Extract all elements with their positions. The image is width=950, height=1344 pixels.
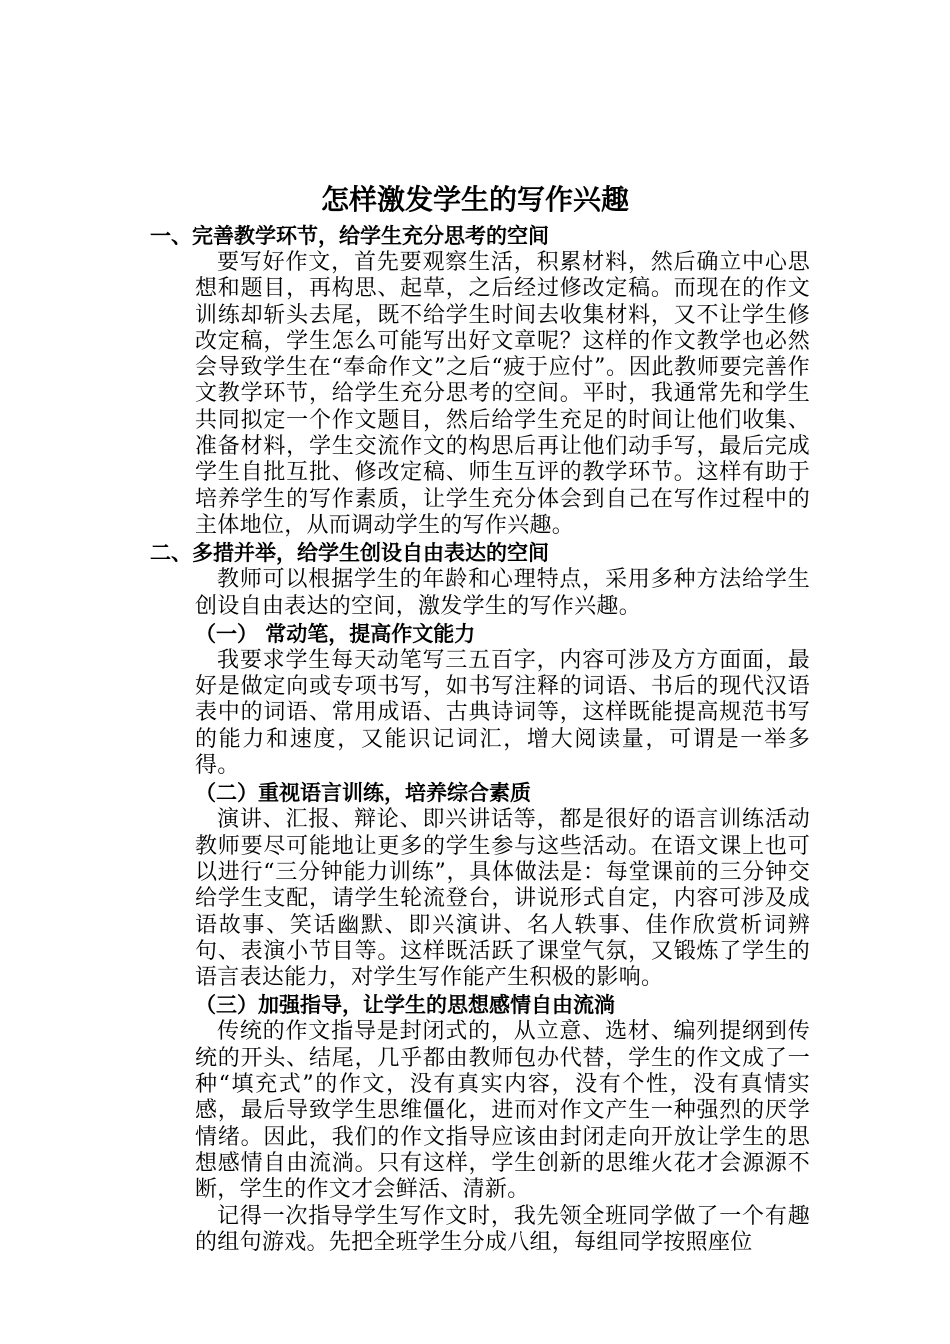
subsection-heading-3: （三）加强指导，让学生的思想感情自由流淌 bbox=[195, 992, 615, 1018]
paragraph: 传统的作文指导是封闭式的，从立意、选材、编列提纲到传统的开头、结尾，几乎都由教师包办代替，学生的作文成了一种“填充式”的作文，没有真实内容，没有个性，没有真情实感，最后导致学生思维僵化，进而对作文产生一种强烈的厌学情绪。因此，我们的作文指导应该由封闭走向开放让学生的思想感情自由流淌。只有这样，学生创新的思维火花才会源源不断，学生的作文才会鲜活、清新。 bbox=[195, 1019, 810, 1203]
paragraph: 演讲、汇报、辩论、即兴讲话等，都是很好的语言训练活动教师要尽可能地让更多的学生参与这些活动。在语文课上也可以进行“三分钟能力训练”，具体做法是：每堂课前的三分钟交给学生支配，请学生轮流登台，讲说形式自定，内容可涉及成语故事、笑话幽默、即兴演讲、名人轶事、佳作欣赏析词辨句、表演小节目等。这样既活跃了课堂气氛，又锻炼了学生的语言表达能力，对学生写作能产生积极的影响。 bbox=[195, 807, 810, 991]
subsection-heading-2: （二）重视语言训练，培养综合素质 bbox=[195, 780, 531, 806]
paragraph: 记得一次指导学生写作文时，我先领全班同学做了一个有趣的组句游戏。先把全班学生分成八组，每组同学按照座位 bbox=[195, 1203, 810, 1255]
document-title: 怎样激发学生的写作兴趣 bbox=[320, 183, 629, 216]
section-heading-1: 一、完善教学环节，给学生充分思考的空间 bbox=[150, 223, 549, 248]
document-body bbox=[150, 222, 810, 1256]
paragraph: 教师可以根据学生的年龄和心理特点，采用多种方法给学生创设自由表达的空间，激发学生的写作兴趣。 bbox=[195, 567, 810, 619]
subsection-heading-1: （一） 常动笔，提高作文能力 bbox=[195, 620, 476, 646]
section-heading-2: 二、多措并举，给学生创设自由表达的空间 bbox=[150, 540, 549, 566]
paragraph: 我要求学生每天动笔写三五百字，内容可涉及方方面面，最好是做定向或专项书写，如书写注释的词语、书后的现代汉语表中的词语、常用成语、古典诗词等，这样既能提高规范书写的能力和速度，又能识记词汇，增大阅读量，可谓是一举多得。 bbox=[195, 647, 810, 779]
paragraph: 要写好作文，首先要观察生活，积累材料，然后确立中心思想和题目，再构思、起草，之后经过修改定稿。而现在的作文训练却斩头去尾，既不给学生时间去收集材料，又不让学生修改定稿，学生怎么可能写出好文章呢？这样的作文教学也必然会导致学生在“奉命作文”之后“疲于应付”。因此教师要完善作文教学环节，给学生充分思考的空间。平时，我通常先和学生共同拟定一个作文题目，然后给学生充足的时间让他们收集、准备材料，学生交流作文的构思后再让他们动手写，最后完成学生自批互批、修改定稿、师生互评的教学环节。这样有助于培养学生的写作素质，让学生充分体会到自己在写作过程中的主体地位，从而调动学生的写作兴趣。 bbox=[195, 250, 810, 538]
